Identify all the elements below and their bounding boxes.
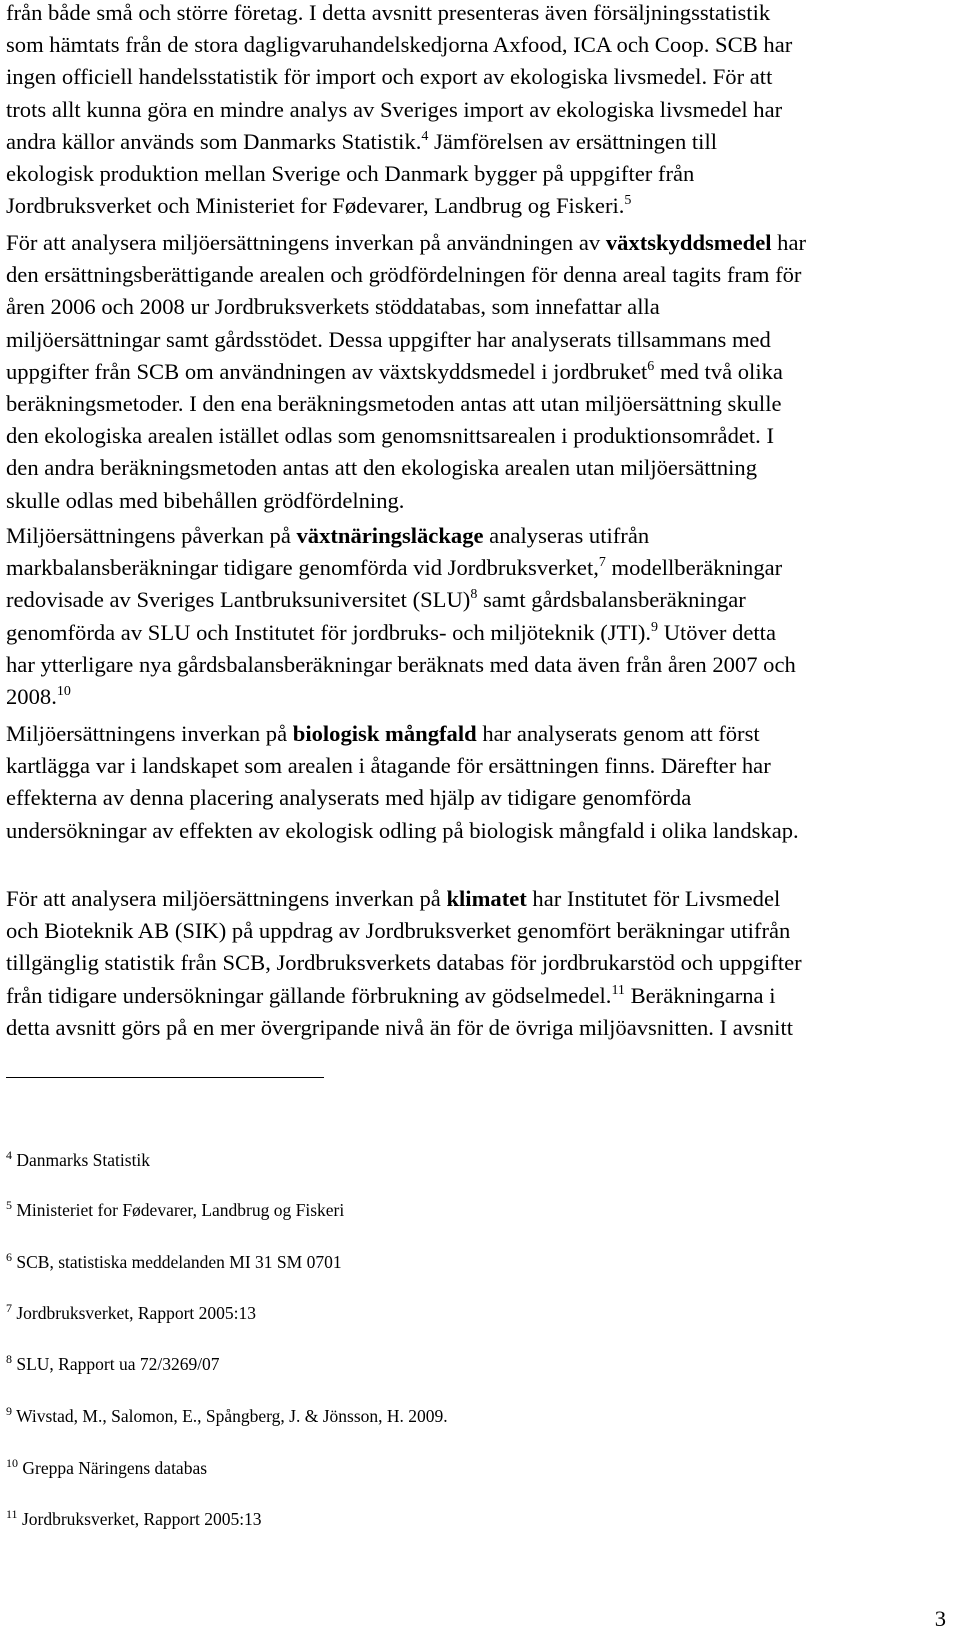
text-line: undersökningar av effekten av ekologisk odling på biologisk mångfald i olika landskap.	[6, 817, 799, 843]
footnote-number: 5	[6, 1198, 12, 1212]
footnote-ref-4[interactable]: 4	[421, 128, 429, 144]
text-fragment: modellberäkningar	[605, 555, 783, 581]
footnote-text: Danmarks Statistik	[16, 1150, 151, 1170]
bold-term: klimatet	[446, 886, 527, 911]
footnote-ref-10[interactable]: 10	[56, 683, 71, 699]
text-fragment: redovisade av Sveriges Lantbruksuniversitet (SLU)	[6, 587, 471, 613]
footnote-text: SLU, Rapport ua 72/3269/07	[16, 1354, 220, 1374]
footnote-4	[6, 1149, 150, 1171]
text-fragment: samt gårdsbalansberäkningar	[477, 587, 746, 613]
footnote-number: 8	[6, 1352, 12, 1366]
text-fragment: genomförda av SLU och Institutet för jordbruks- och miljöteknik (JTI).	[6, 619, 652, 645]
text-line: den andra beräkningsmetoden antas att den ekologiska arealen utan miljöersättning	[6, 455, 757, 481]
text-line	[6, 883, 956, 915]
text-line	[6, 681, 956, 713]
footnote-10	[6, 1457, 207, 1479]
text-fragment: har Institutet för Livsmedel	[526, 886, 781, 911]
text-line	[6, 190, 956, 222]
footnote-number: 4	[6, 1148, 12, 1162]
text-line	[6, 584, 956, 616]
footnote-9	[6, 1405, 448, 1427]
text-fragment: har analyserats genom att först	[476, 721, 760, 746]
text-line: från både små och större företag. I detta avsnitt presenteras även försäljningsstatistik	[6, 0, 771, 25]
text-line: kartlägga var i landskapet som arealen i åtagande för ersättningen finns. Därefter har	[6, 753, 771, 779]
text-fragment: med två olika	[654, 358, 783, 384]
bold-term: växtskyddsmedel	[605, 230, 772, 255]
footnote-ref-8[interactable]: 8	[470, 587, 478, 603]
text-fragment: från tidigare undersökningar gällande förbrukning av gödselmedel.	[6, 982, 612, 1008]
paragraph-import-statistics	[6, 0, 956, 222]
text-line	[6, 520, 956, 552]
text-line: skulle odlas med bibehållen grödfördelning.	[6, 487, 405, 513]
text-line: och Bioteknik AB (SIK) på uppdrag av Jordbruksverket genomfört beräkningar utifrån	[6, 918, 791, 944]
footnote-text: Ministeriet for Fødevarer, Landbrug og Fiskeri	[16, 1200, 345, 1220]
footnote-text: SCB, statistiska meddelanden MI 31 SM 0701	[16, 1252, 342, 1272]
text-line	[6, 980, 956, 1012]
paragraph-biodiversity	[6, 718, 956, 847]
text-line: har ytterligare nya gårdsbalansberäkningar beräknats med data även från åren 2007 och	[6, 651, 796, 677]
text-line: tillgänglig statistik från SCB, Jordbruksverkets databas för jordbrukarstöd och uppgifter	[6, 950, 802, 976]
text-line: ingen officiell handelsstatistik för import och export av ekologiska livsmedel. För att	[6, 64, 773, 90]
footnote-ref-5[interactable]: 5	[624, 193, 632, 209]
text-fragment: Miljöersättningens påverkan på	[6, 523, 297, 548]
text-fragment: har	[771, 230, 807, 255]
paragraph-plant-protection	[6, 227, 956, 517]
text-line: beräkningsmetoder. I den ena beräkningsmetoden antas att utan miljöersättning skulle	[6, 390, 782, 416]
text-line: detta avsnitt görs på en mer övergripande nivå än för de övriga miljöavsnitten. I avsnitt	[6, 1014, 794, 1040]
text-line: effekterna av denna placering analyserats med hjälp av tidigare genomförda	[6, 785, 692, 811]
footnote-number: 9	[6, 1404, 12, 1418]
text-fragment: Jämförelsen av ersättningen till	[428, 128, 718, 154]
text-line: den ekologiska arealen istället odlas som genomsnittsarealen i produktionsområdet. I	[6, 423, 774, 449]
paragraph-nutrient-leakage	[6, 520, 956, 713]
text-line: ekologisk produktion mellan Sverige och Danmark bygger på uppgifter från	[6, 160, 695, 186]
footnote-text: Jordbruksverket, Rapport 2005:13	[16, 1303, 256, 1323]
text-line: som hämtats från de stora dagligvaruhandelskedjorna Axfood, ICA och Coop. SCB har	[6, 32, 793, 58]
bold-term: växtnäringsläckage	[296, 523, 484, 548]
text-line: miljöersättningar samt gårdsstödet. Dessa uppgifter har analyserats tillsammans med	[6, 326, 771, 352]
text-fragment: Utöver detta	[658, 619, 776, 645]
text-fragment: markbalansberäkningar tidigare genomförda vid Jordbruksverket,	[6, 555, 599, 581]
footnote-ref-7[interactable]: 7	[598, 555, 606, 571]
text-fragment: analyseras utifrån	[483, 523, 650, 548]
paragraph-climate	[6, 883, 956, 1044]
footnote-11	[6, 1508, 262, 1530]
text-line	[6, 718, 956, 750]
text-line	[6, 617, 956, 649]
footnote-ref-6[interactable]: 6	[647, 358, 655, 374]
page-number: 3	[934, 1606, 946, 1631]
footnote-number: 11	[6, 1507, 18, 1521]
footnote-8	[6, 1353, 220, 1375]
footnote-separator	[6, 1077, 324, 1078]
footnote-5	[6, 1199, 344, 1221]
text-fragment: För att analysera miljöersättningens inverkan på användningen av	[6, 230, 606, 255]
text-line	[6, 126, 956, 158]
text-fragment: Beräkningarna i	[624, 982, 776, 1008]
footnote-text: Wivstad, M., Salomon, E., Spångberg, J. & Jönsson, H. 2009.	[16, 1406, 448, 1426]
footnote-number: 6	[6, 1250, 12, 1264]
footnote-ref-11[interactable]: 11	[611, 982, 625, 998]
footnote-number: 10	[6, 1456, 18, 1470]
footnote-7	[6, 1302, 256, 1324]
footnote-number: 7	[6, 1301, 12, 1315]
bold-term: biologisk mångfald	[292, 721, 477, 746]
text-line: trots allt kunna göra en mindre analys av Sveriges import av ekologiska livsmedel har	[6, 96, 783, 122]
text-fragment: uppgifter från SCB om användningen av växtskyddsmedel i jordbruket	[6, 358, 648, 384]
text-line	[6, 227, 956, 259]
footnote-text: Jordbruksverket, Rapport 2005:13	[21, 1509, 262, 1529]
text-fragment: 2008.	[6, 683, 57, 709]
text-fragment: För att analysera miljöersättningens inverkan på	[6, 886, 447, 911]
footnote-ref-9[interactable]: 9	[651, 619, 659, 635]
text-fragment: andra källor används som Danmarks Statistik.	[6, 128, 422, 154]
text-line: åren 2006 och 2008 ur Jordbruksverkets stöddatabas, som innefattar alla	[6, 294, 660, 320]
text-line	[6, 552, 956, 584]
footnote-6	[6, 1251, 342, 1273]
text-fragment: Jordbruksverket och Ministeriet for Fødevarer, Landbrug og Fiskeri.	[6, 193, 625, 219]
footnote-text: Greppa Näringens databas	[22, 1458, 208, 1478]
text-line: den ersättningsberättigande arealen och grödfördelningen för denna areal tagits fram för	[6, 262, 802, 288]
text-line	[6, 356, 956, 388]
text-fragment: Miljöersättningens inverkan på	[6, 721, 293, 746]
